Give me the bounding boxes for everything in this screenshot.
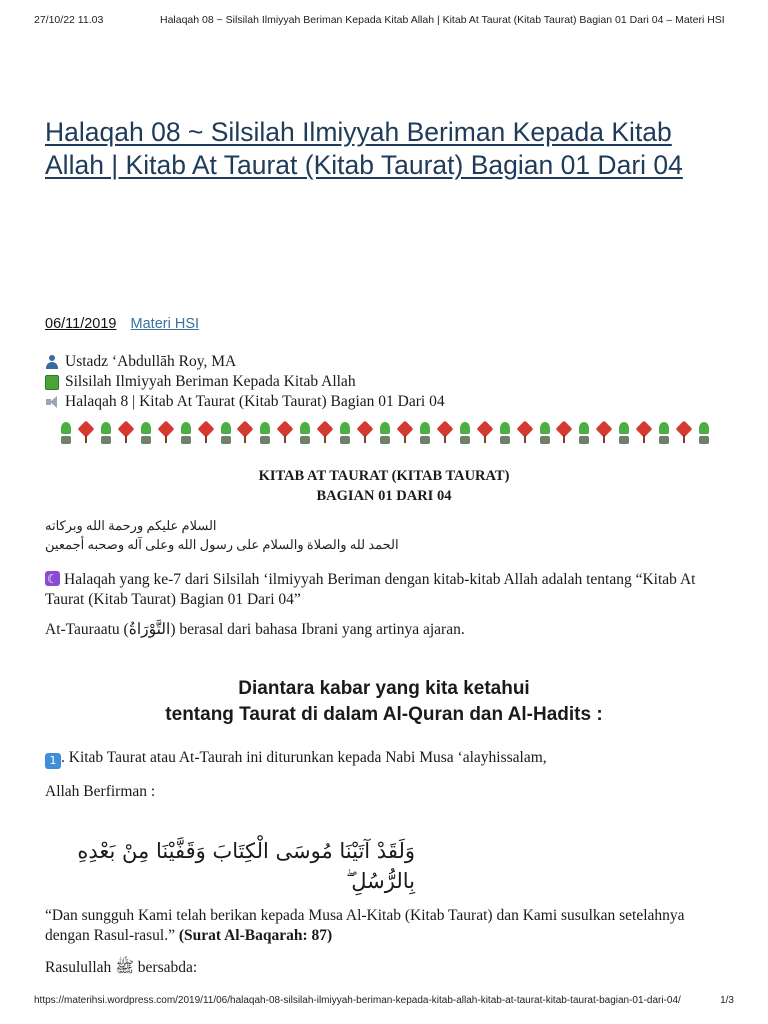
arabic-salam: السلام عليكم ورحمة الله وبركاته [45, 518, 217, 533]
sprout-icon [180, 420, 192, 444]
maple-leaf-icon [358, 420, 372, 444]
maple-leaf-icon [597, 420, 611, 444]
sprout-icon [339, 420, 351, 444]
intro-paragraph [45, 570, 725, 610]
sprout-icon [259, 420, 271, 444]
translation-reference: (Surat Al-Baqarah: 87) [178, 927, 333, 944]
section-heading-line2: BAGIAN 01 DARI 04 [316, 488, 452, 504]
sprout-icon [60, 420, 72, 444]
user-icon [45, 355, 59, 369]
sprout-icon [578, 420, 590, 444]
print-date: 27/10/22 11.03 [34, 14, 104, 26]
sprout-icon [618, 420, 630, 444]
translation-paragraph [45, 906, 725, 946]
maple-leaf-icon [278, 420, 292, 444]
crescent-moon-icon [45, 571, 60, 586]
section-heading-line1: KITAB AT TAURAT (KITAB TAURAT) [258, 468, 510, 484]
point-1-paragraph [45, 748, 725, 769]
intro-text: Halaqah yang ke-7 dari Silsilah ‘ilmiyyah Beriman dengan kitab-kitab Allah adalah tentang “Kitab At Taurat (Kitab Taurat) Bagian 01 Dari 04” [45, 571, 696, 608]
maple-leaf-icon [518, 420, 532, 444]
page-number: 1/3 [720, 995, 734, 1006]
post-info [45, 352, 445, 412]
sprout-icon [379, 420, 391, 444]
maple-leaf-icon [478, 420, 492, 444]
allah-berfirman: Allah Berfirman : [45, 783, 156, 800]
subheading-line2: tentang Taurat di dalam Al-Quran dan Al-Hadits : [165, 704, 603, 725]
sprout-icon [299, 420, 311, 444]
maple-leaf-icon [159, 420, 173, 444]
sprout-icon [419, 420, 431, 444]
sprout-icon [539, 420, 551, 444]
info-halaqah [45, 392, 445, 412]
sprout-icon [698, 420, 710, 444]
tauraatu-paragraph: At-Tauraatu (التَّوْرَاةُ) berasal dari bahasa Ibrani yang artinya ajaran. [45, 621, 465, 638]
series-name: Silsilah Ilmiyyah Beriman Kepada Kitab Allah [65, 373, 356, 390]
post-title-link[interactable]: Halaqah 08 ~ Silsilah Ilmiyyah Beriman Kepada Kitab Allah | Kitab At Taurat (Kitab Taurat) Bagian 01 Dari 04 [45, 117, 683, 180]
maple-leaf-icon [238, 420, 252, 444]
sprout-icon [459, 420, 471, 444]
maple-leaf-icon [677, 420, 691, 444]
rasulullah-paragraph: Rasulullah ﷺ bersabda: [45, 959, 198, 976]
maple-leaf-icon [637, 420, 651, 444]
sprout-icon [100, 420, 112, 444]
arabic-greeting [45, 516, 405, 554]
maple-leaf-icon [318, 420, 332, 444]
print-title: Halaqah 08 ~ Silsilah Ilmiyyah Beriman Kepada Kitab Allah | Kitab At Taurat (Kitab Taurat) Bagian 01 Dari 04 – Materi HSI [160, 14, 725, 26]
post-header [45, 116, 725, 182]
speaker-icon [45, 395, 59, 409]
ustadz-name: Ustadz ‘Abdullāh Roy, MA [65, 353, 237, 370]
book-icon [45, 375, 59, 390]
category-link[interactable]: Materi HSI [130, 316, 200, 332]
arabic-hamdalah: الحمد لله والصلاة والسلام على رسول الله وعلى آله وصحبه أجمعين [45, 537, 399, 552]
maple-leaf-icon [199, 420, 213, 444]
post-meta [45, 316, 199, 332]
info-ustadz [45, 352, 445, 372]
sprout-icon [499, 420, 511, 444]
print-header [0, 14, 768, 30]
sprout-icon [220, 420, 232, 444]
halaqah-name: Halaqah 8 | Kitab At Taurat (Kitab Taurat) Bagian 01 Dari 04 [65, 393, 445, 410]
quran-ayah: وَلَقَدْ آتَيْنَا مُوسَى الْكِتَابَ وَقَفَّيْنَا مِنْ بَعْدِهِ بِالرُّسُلِ ۖ [77, 839, 415, 893]
translation-text: “Dan sungguh Kami telah berikan kepada Musa Al-Kitab (Kitab Taurat) dan Kami susulkan setelahnya dengan Rasul-rasul.” [45, 907, 685, 944]
maple-leaf-icon [398, 420, 412, 444]
print-url: https://materihsi.wordpress.com/2019/11/06/halaqah-08-silsilah-ilmiyyah-beriman-kepada-kitab-allah-kitab-at-taurat-kitab-taurat-bagian-01-dari-04/ [34, 995, 681, 1006]
maple-leaf-icon [438, 420, 452, 444]
info-series [45, 372, 445, 392]
post-date-link[interactable]: 06/11/2019 [45, 316, 117, 332]
sprout-icon [658, 420, 670, 444]
subheading-line1: Diantara kabar yang kita ketahui [238, 678, 530, 699]
section-heading [0, 466, 768, 506]
maple-leaf-icon [79, 420, 93, 444]
point-1-text: . Kitab Taurat atau At-Taurah ini diturunkan kepada Nabi Musa ‘alayhissalam, [61, 749, 547, 766]
maple-leaf-icon [119, 420, 133, 444]
maple-leaf-icon [557, 420, 571, 444]
sprout-icon [140, 420, 152, 444]
subheading [0, 676, 768, 728]
decorative-divider [60, 420, 710, 446]
keycap-one-icon: 1 [45, 753, 61, 769]
